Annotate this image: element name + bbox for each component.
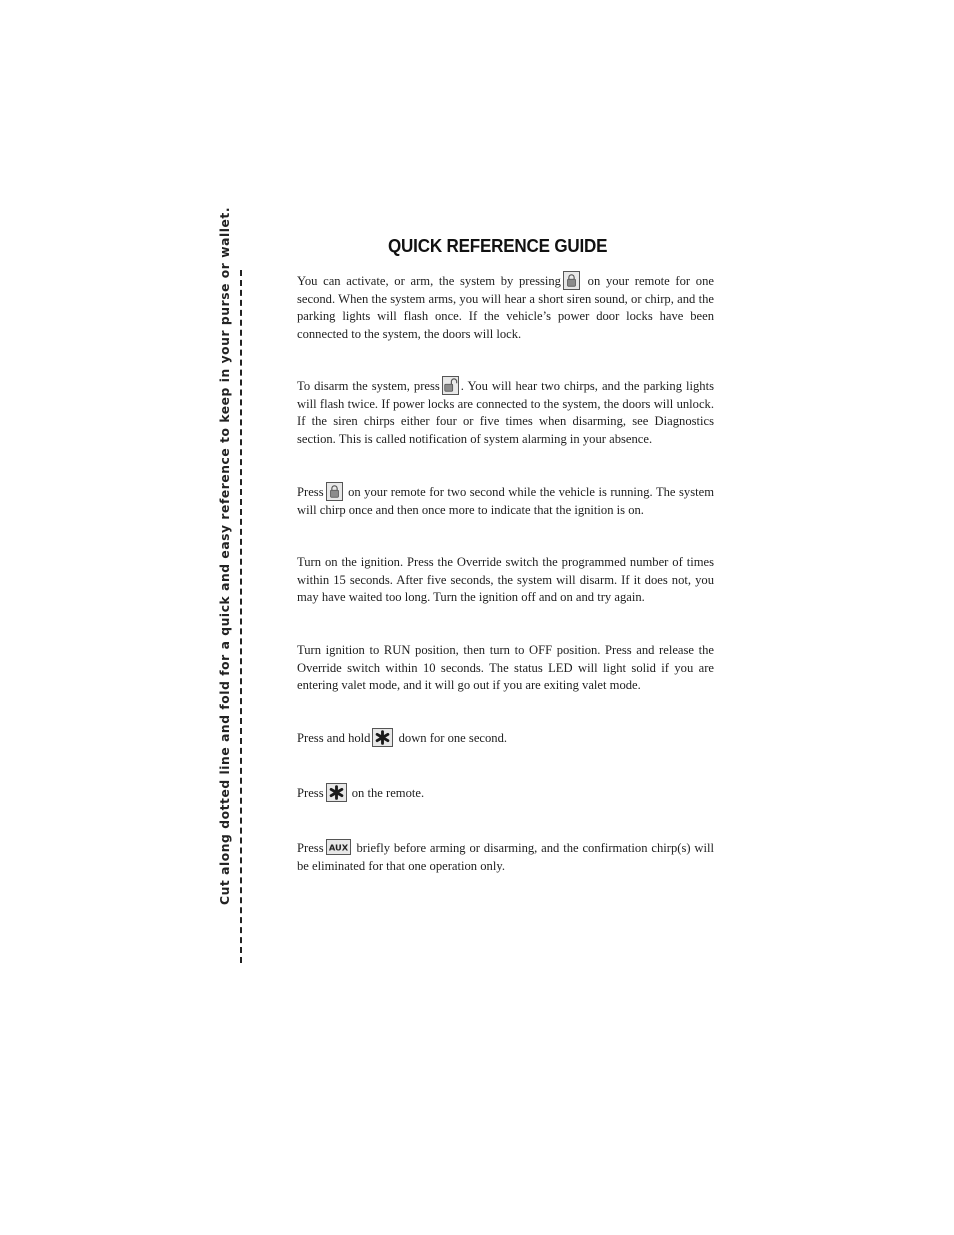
ignition-text-after: on your remote for two second while the vehicle is running. The system will chirp once and then once more to indicate that the ignition is on. bbox=[297, 485, 714, 517]
aux-icon-label: AUX bbox=[328, 842, 348, 853]
unlock-button-icon bbox=[442, 376, 459, 395]
lock-button-icon bbox=[563, 271, 580, 290]
aux-button-icon bbox=[326, 839, 351, 855]
press-star-text-before: Press bbox=[297, 786, 324, 800]
aux-text-after: briefly before arming or disarming, and the confirmation chirp(s) will be eliminated for that one operation only. bbox=[297, 841, 714, 873]
aux-paragraph bbox=[297, 840, 714, 875]
aux-text-before: Press bbox=[297, 841, 324, 855]
override-paragraph: Turn on the ignition. Press the Override switch the programmed number of times within 15 seconds. After five seconds, the system will disarm. If it does not, you may have waited too long. Turn the ignition off and on and try again. bbox=[297, 555, 714, 605]
cut-instruction: Cut along dotted line and fold for a quick and easy reference to keep in your purse or wallet. bbox=[218, 206, 232, 905]
disarm-paragraph bbox=[297, 378, 714, 448]
hold-star-text-before: Press and hold bbox=[297, 731, 371, 745]
arm-text-after: on your remote for one second. When the system arms, you will hear a short siren sound, or chirp, and the parking lights will flash once. If the vehicle’s power door locks have been connected to the system, the doors will lock. bbox=[297, 274, 714, 341]
hold-star-paragraph bbox=[297, 730, 714, 748]
lock-button-icon bbox=[326, 482, 343, 501]
star-button-icon bbox=[372, 728, 393, 747]
disarm-text-before: To disarm the system, press bbox=[297, 379, 440, 393]
press-star-text-after: on the remote. bbox=[348, 786, 425, 800]
press-star-paragraph bbox=[297, 785, 714, 803]
hold-star-text-after: down for one second. bbox=[395, 731, 508, 745]
dotted-cut-line bbox=[240, 270, 242, 963]
page-title: QUICK REFERENCE GUIDE bbox=[388, 235, 608, 256]
star-button-icon bbox=[326, 783, 347, 802]
ignition-paragraph bbox=[297, 484, 714, 519]
disarm-text-after: . You will hear two chirps, and the parking lights will flash twice. If power locks are connected to the system, the doors will unlock. If the siren chirps either four or five times when disarming, see Diagnostics section. This is called notification of system alarming in your absence. bbox=[297, 379, 714, 446]
ignition-text-before: Press bbox=[297, 485, 324, 499]
arm-paragraph bbox=[297, 273, 714, 343]
arm-text-before: You can activate, or arm, the system by pressing bbox=[297, 274, 561, 288]
valet-paragraph: Turn ignition to RUN position, then turn to OFF position. Press and release the Override switch within 10 seconds. The status LED will light solid if you are entering valet mode, and it will go out if you are exiting valet mode. bbox=[297, 643, 714, 693]
